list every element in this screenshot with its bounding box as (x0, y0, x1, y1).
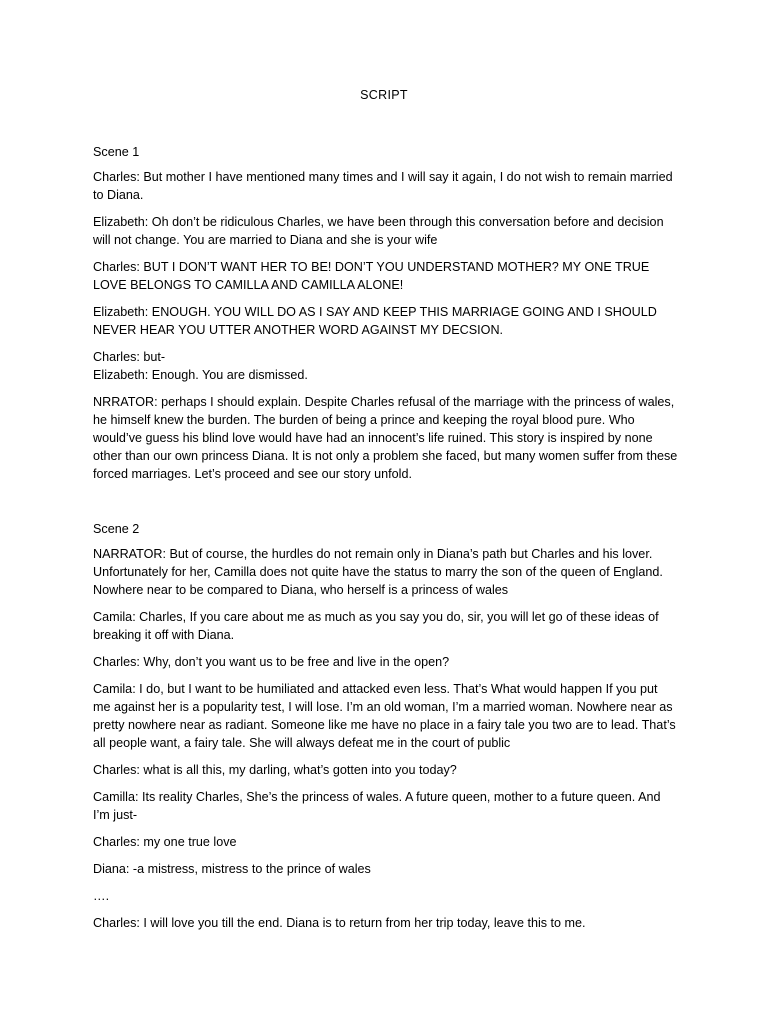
dialogue-line: Camilla: Its reality Charles, She’s the princess of wales. A future queen, mother to a future queen. And I’m just- (93, 790, 661, 822)
dialogue-line: Charles: what is all this, my darling, what’s gotten into you today? (93, 763, 457, 777)
dialogue-line: Camila: Charles, If you care about me as much as you say you do, sir, you will let go of these ideas of breaking it off with Diana. (93, 610, 659, 642)
scene-spacer (93, 492, 678, 520)
dialogue-line: Elizabeth: Oh don’t be ridiculous Charles, we have been through this conversation before and decision will not change. You are married to Diana and she is your wife (93, 215, 664, 247)
script-title: SCRIPT (360, 88, 408, 102)
dialogue-line: Charles: but- (93, 350, 166, 364)
dialogue-line: Charles: BUT I DON’T WANT HER TO BE! DON’T YOU UNDERSTAND MOTHER? MY ONE TRUE LOVE BELONGS TO CAMILLA AND CAMILLA ALONE! (93, 260, 650, 292)
narrator-line: NARRATOR: But of course, the hurdles do not remain only in Diana’s path but Charles and his lover. Unfortunately for her, Camilla does not quite have the status to marry the son of the queen of England. Nowhere near to be compared to Diana, who herself is a princess of wales (93, 547, 663, 597)
dialogue-line: Charles: Why, don’t you want us to be free and live in the open? (93, 655, 450, 669)
script-body (93, 143, 678, 941)
dialogue-line: Camila: I do, but I want to be humiliated and attacked even less. That’s What would happen If you put me against her is a popularity test, I will lose. I’m an old woman, I’m a married woman. Nowhere near as pretty nowhere near as radiant. Someone like me have no place in a fairy tale you two are to lead. That’s all people want, a fairy tale. She will always defeat me in the court of public (93, 682, 676, 750)
dialogue-line: Charles: my one true love (93, 835, 237, 849)
dialogue-line: Diana: -a mistress, mistress to the prince of wales (93, 862, 371, 876)
dialogue-line: Charles: But mother I have mentioned many times and I will say it again, I do not wish to remain married to Diana. (93, 170, 673, 202)
narrator-line: NRRATOR: perhaps I should explain. Despite Charles refusal of the marriage with the princess of wales, he himself knew the burden. The burden of being a prince and keeping the royal blood pure. Who would’ve guess his blind love would have had an innocent’s life ruined. This story is inspired by none other than our own princess Diana. It is not only a problem she faced, but many women suffer from these forced marriages. Let’s proceed and see our story unfold. (93, 395, 678, 481)
dialogue-line: Charles: I will love you till the end. Diana is to return from her trip today, leave this to me. (93, 916, 586, 930)
scene-1-heading: Scene 1 (93, 145, 140, 159)
ellipsis-line: …. (93, 889, 110, 903)
dialogue-line: Elizabeth: Enough. You are dismissed. (93, 368, 308, 382)
scene-2-heading: Scene 2 (93, 522, 140, 536)
dialogue-line: Elizabeth: ENOUGH. YOU WILL DO AS I SAY AND KEEP THIS MARRIAGE GOING AND I SHOULD NEVER HEAR YOU UTTER ANOTHER WORD AGAINST MY DECSION. (93, 305, 657, 337)
